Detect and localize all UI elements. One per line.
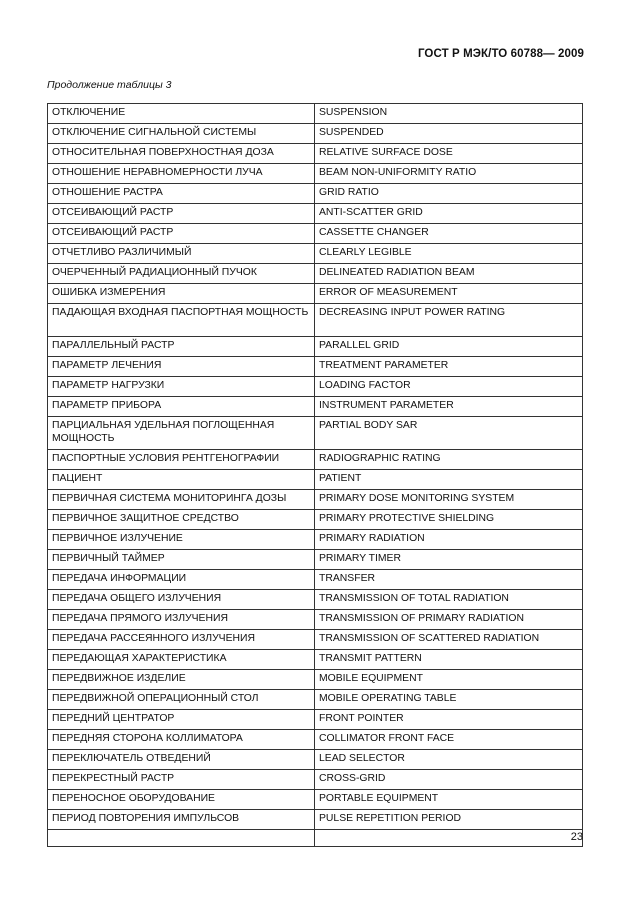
table-row [48, 810, 583, 830]
term-russian: ПЕРЕДНЯЯ СТОРОНА КОЛЛИМАТОРА [48, 730, 315, 750]
table-continuation-row [48, 830, 583, 847]
term-russian: ПЕРВИЧНОЕ ЗАЩИТНОЕ СРЕДСТВО [48, 510, 315, 530]
term-english: PRIMARY RADIATION [315, 530, 583, 550]
table-row [48, 510, 583, 530]
term-russian: ПЕРВИЧНОЕ ИЗЛУЧЕНИЕ [48, 530, 315, 550]
table-row [48, 397, 583, 417]
table-row [48, 204, 583, 224]
table-row [48, 730, 583, 750]
table-row [48, 570, 583, 590]
table-row [48, 284, 583, 304]
term-english: TRANSFER [315, 570, 583, 590]
empty-cell [48, 830, 315, 847]
term-russian: ПЕРЕДАЮЩАЯ ХАРАКТЕРИСТИКА [48, 650, 315, 670]
table-row [48, 710, 583, 730]
table-row [48, 530, 583, 550]
terms-table [47, 103, 583, 847]
term-english: MOBILE OPERATING TABLE [315, 690, 583, 710]
table-row [48, 377, 583, 397]
table-row [48, 790, 583, 810]
term-russian: ПЕРЕДАЧА ПРЯМОГО ИЗЛУЧЕНИЯ [48, 610, 315, 630]
table-row [48, 224, 583, 244]
term-russian: ПАРАМЕТР ЛЕЧЕНИЯ [48, 357, 315, 377]
table-row [48, 690, 583, 710]
table-caption: Продолжение таблицы 3 [47, 79, 172, 91]
table-row [48, 750, 583, 770]
term-russian: ПЕРЕДАЧА ОБЩЕГО ИЗЛУЧЕНИЯ [48, 590, 315, 610]
page-number: 23 [570, 831, 583, 843]
term-russian: ПЕРЕДАЧА РАССЕЯННОГО ИЗЛУЧЕНИЯ [48, 630, 315, 650]
term-english: DELINEATED RADIATION BEAM [315, 264, 583, 284]
term-english: PATIENT [315, 470, 583, 490]
table-row [48, 184, 583, 204]
term-russian: ПЕРЕНОСНОЕ ОБОРУДОВАНИЕ [48, 790, 315, 810]
empty-cell [315, 830, 583, 847]
term-russian: ПЕРВИЧНАЯ СИСТЕМА МОНИТОРИНГА ДОЗЫ [48, 490, 315, 510]
term-english: CROSS-GRID [315, 770, 583, 790]
term-russian: ОТНОШЕНИЕ НЕРАВНОМЕРНОСТИ ЛУЧА [48, 164, 315, 184]
term-russian: ОТНОШЕНИЕ РАСТРА [48, 184, 315, 204]
table-row [48, 357, 583, 377]
table-row [48, 337, 583, 357]
term-russian: ПЕРВИЧНЫЙ ТАЙМЕР [48, 550, 315, 570]
table-row [48, 450, 583, 470]
term-english: PRIMARY DOSE MONITORING SYSTEM [315, 490, 583, 510]
table-row [48, 550, 583, 570]
term-english: INSTRUMENT PARAMETER [315, 397, 583, 417]
term-english: PULSE REPETITION PERIOD [315, 810, 583, 830]
term-russian: ПЕРИОД ПОВТОРЕНИЯ ИМПУЛЬСОВ [48, 810, 315, 830]
term-english: SUSPENSION [315, 104, 583, 124]
term-english: TREATMENT PARAMETER [315, 357, 583, 377]
term-english: GRID RATIO [315, 184, 583, 204]
term-english: PARALLEL GRID [315, 337, 583, 357]
table-row [48, 164, 583, 184]
term-english: LEAD SELECTOR [315, 750, 583, 770]
term-english: ANTI-SCATTER GRID [315, 204, 583, 224]
term-english: RADIOGRAPHIC RATING [315, 450, 583, 470]
term-english: LOADING FACTOR [315, 377, 583, 397]
term-russian: ПЕРЕКРЕСТНЫЙ РАСТР [48, 770, 315, 790]
term-russian: ПЕРЕДНИЙ ЦЕНТРАТОР [48, 710, 315, 730]
term-english: BEAM NON-UNIFORMITY RATIO [315, 164, 583, 184]
term-english: ERROR OF MEASUREMENT [315, 284, 583, 304]
terms-table-body [48, 104, 583, 847]
term-russian: ПАДАЮЩАЯ ВХОДНАЯ ПАСПОРТНАЯ МОЩНОСТЬ [48, 304, 315, 337]
table-row [48, 470, 583, 490]
term-english: PARTIAL BODY SAR [315, 417, 583, 450]
term-russian: ПАСПОРТНЫЕ УСЛОВИЯ РЕНТГЕНОГРАФИИ [48, 450, 315, 470]
term-russian: ОШИБКА ИЗМЕРЕНИЯ [48, 284, 315, 304]
term-english: CLEARLY LEGIBLE [315, 244, 583, 264]
term-english: MOBILE EQUIPMENT [315, 670, 583, 690]
term-russian: ОТНОСИТЕЛЬНАЯ ПОВЕРХНОСТНАЯ ДОЗА [48, 144, 315, 164]
term-english: TRANSMISSION OF PRIMARY RADIATION [315, 610, 583, 630]
term-english: SUSPENDED [315, 124, 583, 144]
table-row [48, 590, 583, 610]
term-english: RELATIVE SURFACE DOSE [315, 144, 583, 164]
term-russian: ПЕРЕДАЧА ИНФОРМАЦИИ [48, 570, 315, 590]
term-english: PORTABLE EQUIPMENT [315, 790, 583, 810]
table-row [48, 144, 583, 164]
term-english: PRIMARY PROTECTIVE SHIELDING [315, 510, 583, 530]
term-english: TRANSMISSION OF SCATTERED RADIATION [315, 630, 583, 650]
table-row [48, 104, 583, 124]
term-russian: ПЕРЕДВИЖНОЙ ОПЕРАЦИОННЫЙ СТОЛ [48, 690, 315, 710]
term-russian: ПЕРЕДВИЖНОЕ ИЗДЕЛИЕ [48, 670, 315, 690]
term-russian: ОЧЕРЧЕННЫЙ РАДИАЦИОННЫЙ ПУЧОК [48, 264, 315, 284]
table-row [48, 490, 583, 510]
table-row [48, 630, 583, 650]
term-russian: ОТКЛЮЧЕНИЕ СИГНАЛЬНОЙ СИСТЕМЫ [48, 124, 315, 144]
term-english: FRONT POINTER [315, 710, 583, 730]
term-russian: ОТКЛЮЧЕНИЕ [48, 104, 315, 124]
term-english: DECREASING INPUT POWER RATING [315, 304, 583, 337]
document-code: ГОСТ Р МЭК/ТО 60788— 2009 [417, 48, 584, 60]
table-row [48, 670, 583, 690]
table-row [48, 417, 583, 450]
term-russian: ПАРАМЕТР ПРИБОРА [48, 397, 315, 417]
term-english: CASSETTE CHANGER [315, 224, 583, 244]
term-english: PRIMARY TIMER [315, 550, 583, 570]
term-russian: ОТЧЕТЛИВО РАЗЛИЧИМЫЙ [48, 244, 315, 264]
table-row [48, 264, 583, 284]
term-english: TRANSMISSION OF TOTAL RADIATION [315, 590, 583, 610]
table-row [48, 244, 583, 264]
table-row [48, 770, 583, 790]
table-row [48, 650, 583, 670]
term-russian: ОТСЕИВАЮЩИЙ РАСТР [48, 224, 315, 244]
term-russian: ОТСЕИВАЮЩИЙ РАСТР [48, 204, 315, 224]
table-row [48, 304, 583, 337]
term-english: COLLIMATOR FRONT FACE [315, 730, 583, 750]
term-english: TRANSMIT PATTERN [315, 650, 583, 670]
term-russian: ПЕРЕКЛЮЧАТЕЛЬ ОТВЕДЕНИЙ [48, 750, 315, 770]
term-russian: ПАРАЛЛЕЛЬНЫЙ РАСТР [48, 337, 315, 357]
table-row [48, 124, 583, 144]
term-russian: ПАЦИЕНТ [48, 470, 315, 490]
term-russian: ПАРАМЕТР НАГРУЗКИ [48, 377, 315, 397]
table-row [48, 610, 583, 630]
term-russian: ПАРЦИАЛЬНАЯ УДЕЛЬНАЯ ПОГЛОЩЕННАЯ МОЩНОСТЬ [48, 417, 315, 450]
